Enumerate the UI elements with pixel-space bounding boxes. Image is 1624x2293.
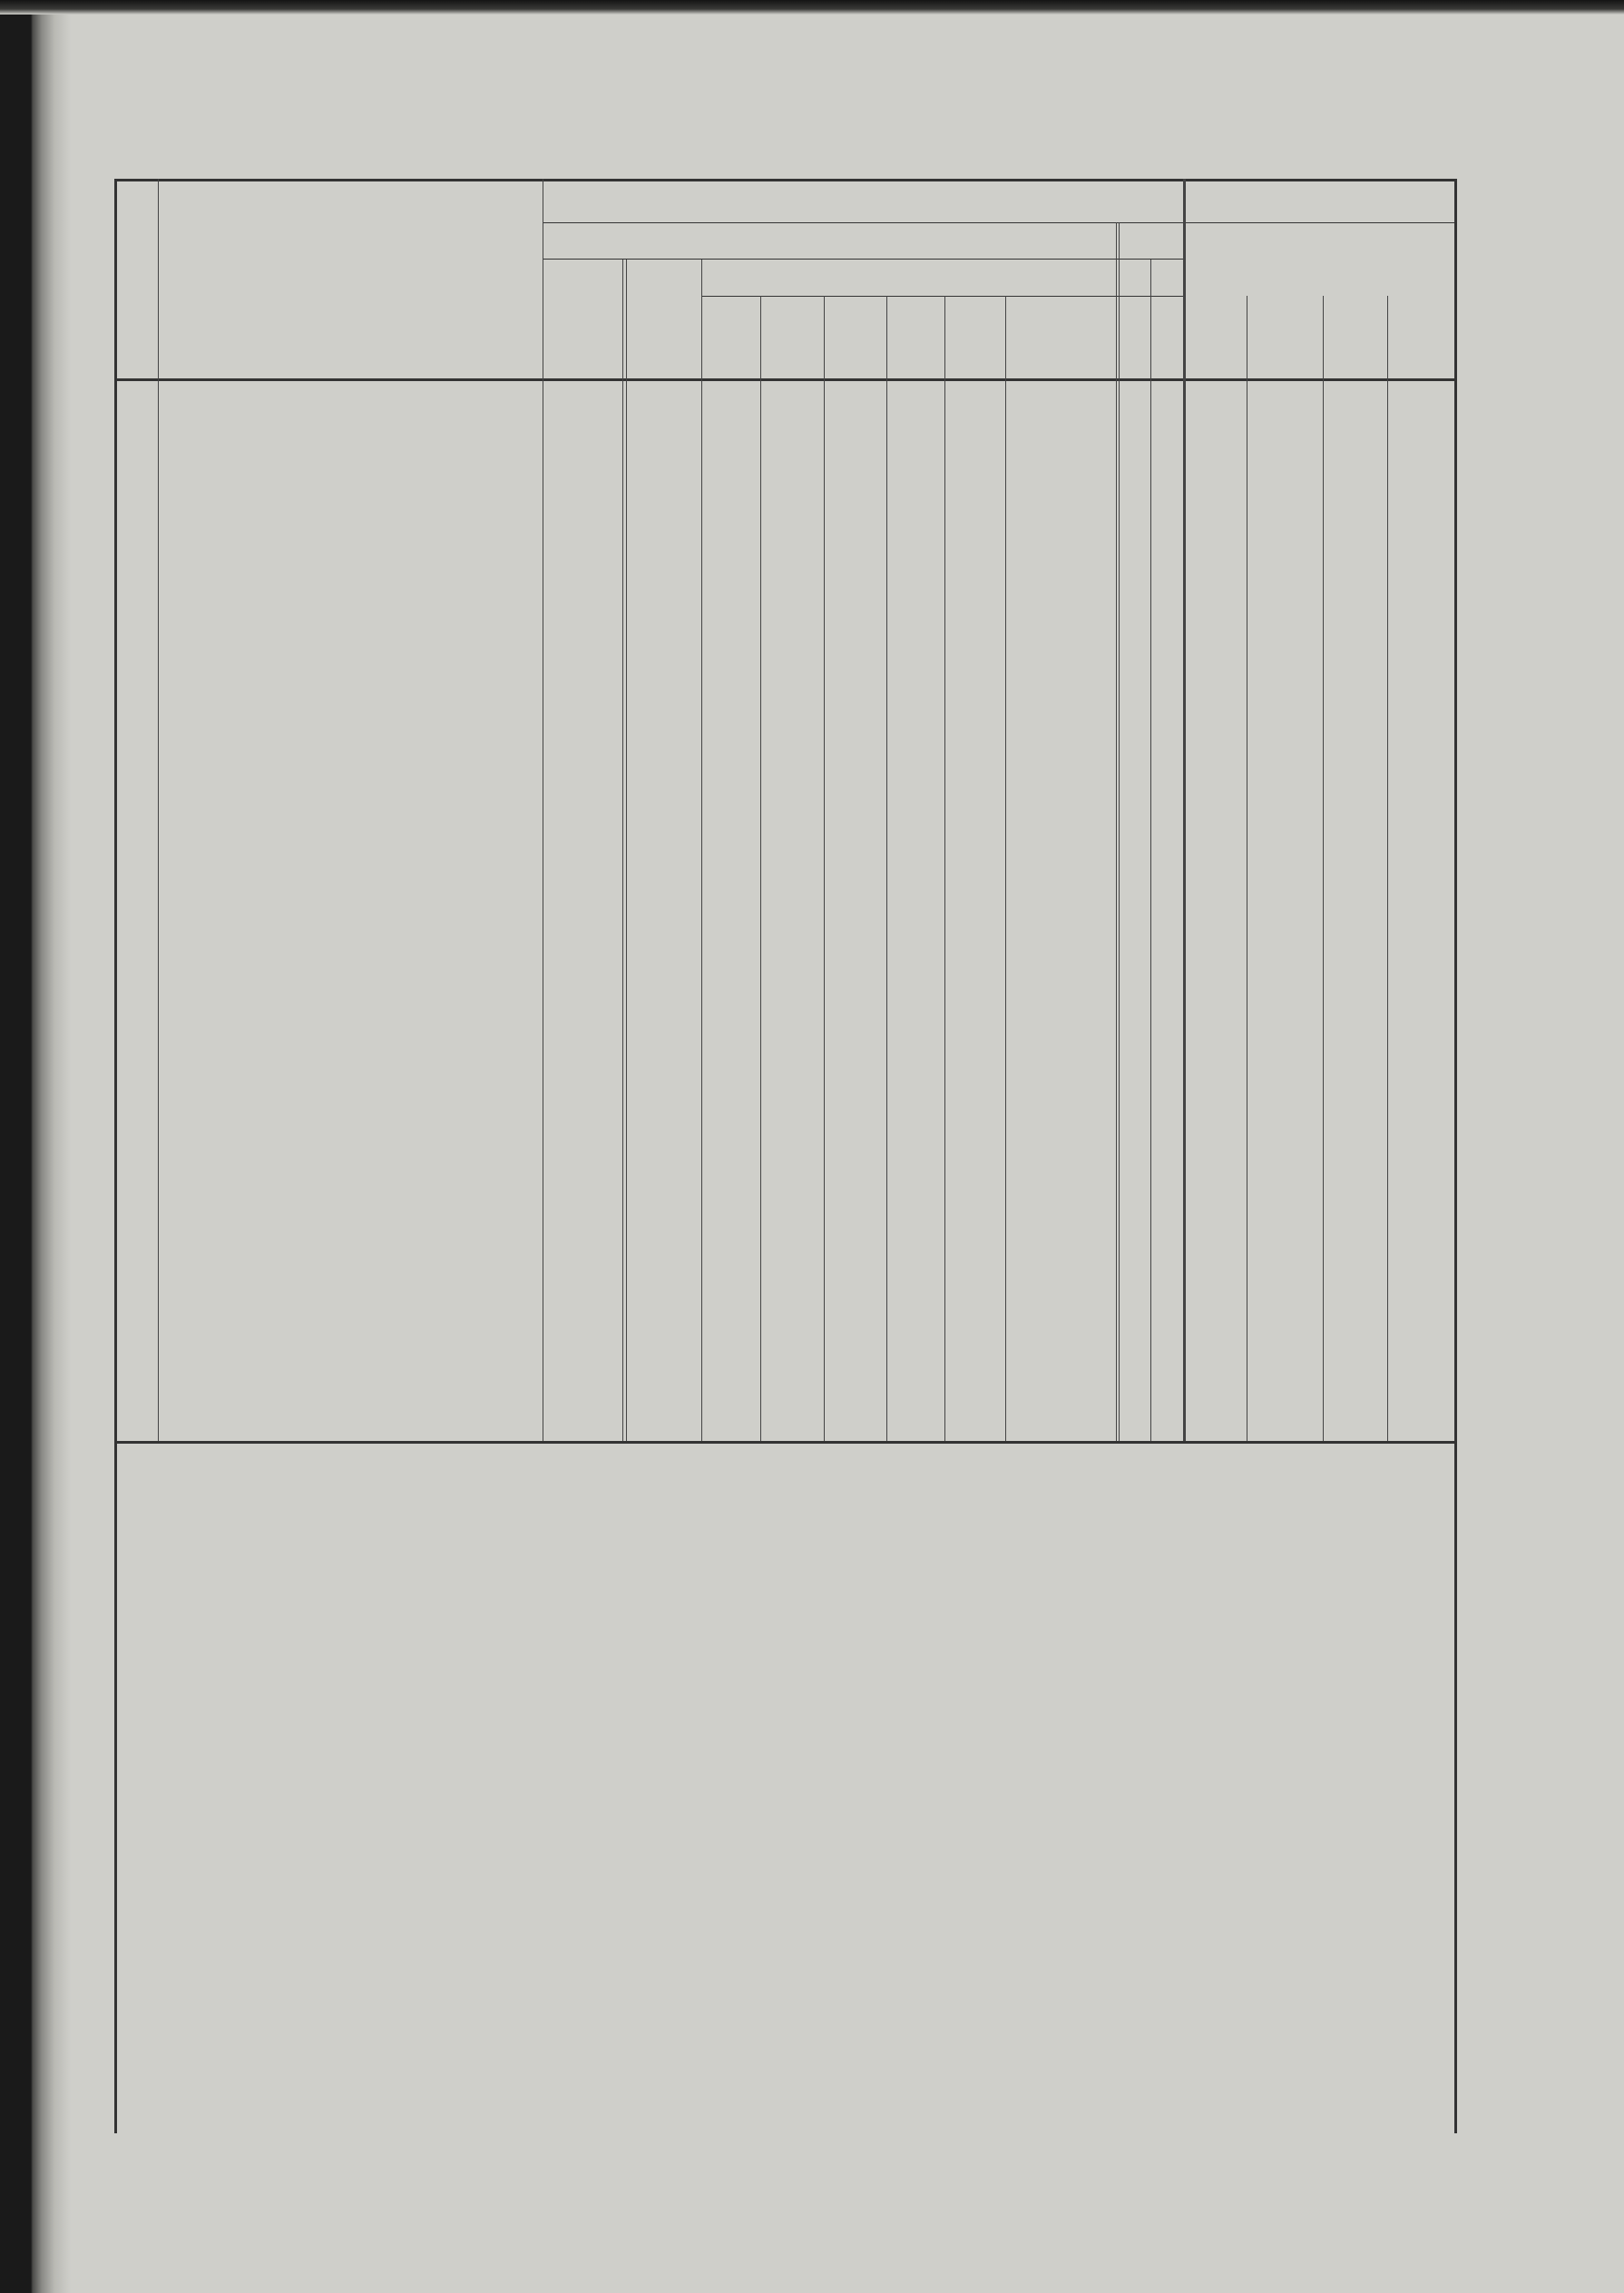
col-line-ganz: [622, 260, 623, 1441]
col-line-steuer: [701, 260, 702, 1441]
col-line-wiesen: [824, 296, 825, 1441]
document-page: [71, 15, 1624, 2293]
scan-shadow-left: [0, 0, 71, 2293]
col-line-gaerten: [886, 296, 887, 1441]
col-line-gross: [1150, 260, 1151, 1441]
col-line-hutw: [1005, 296, 1006, 1441]
header-bottom-rule: [114, 378, 1457, 381]
col-line-no: [158, 179, 159, 1441]
col-line-wein: [944, 296, 945, 1441]
table-top-rule: [114, 179, 1457, 181]
header-rule-3: [701, 296, 1183, 297]
col-line-wald-2: [1119, 222, 1120, 1441]
col-line-wald: [1116, 222, 1117, 1441]
col-line-schafe: [1387, 296, 1388, 1441]
col-line-fab: [1183, 179, 1186, 1441]
col-line-aecker: [760, 296, 761, 1441]
header-rule-2: [543, 259, 1183, 260]
header-rule-1: [543, 222, 1455, 223]
table-bottom-rule: [114, 1441, 1457, 1444]
scan-shadow-top: [0, 0, 1624, 15]
col-line-rinder: [1323, 296, 1324, 1441]
table-frame: [114, 179, 1527, 2133]
col-line-ganz-2: [626, 260, 627, 1441]
table-frame-right: [1454, 179, 1457, 2133]
